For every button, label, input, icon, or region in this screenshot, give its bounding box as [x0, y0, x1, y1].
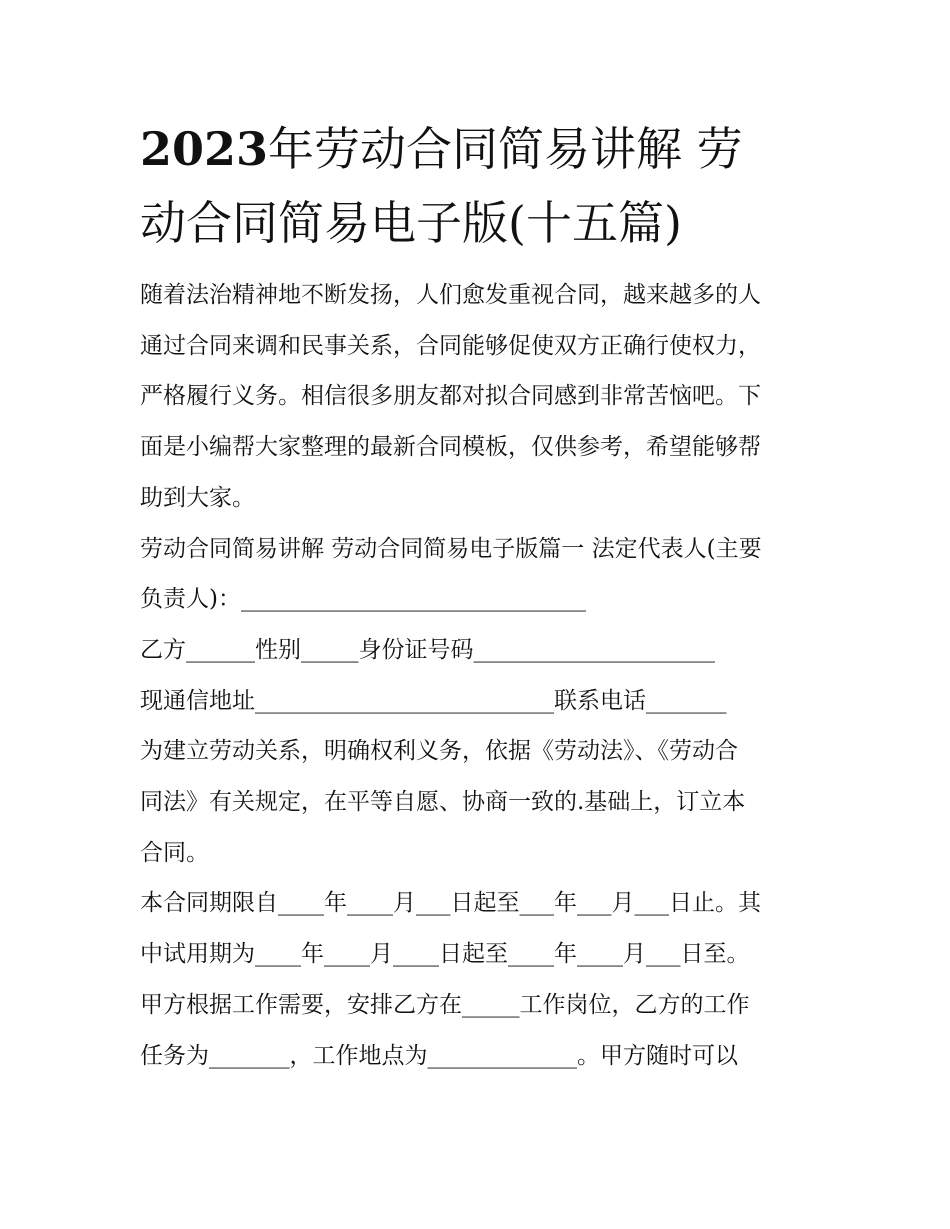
body-line: 现通信地址__________________________联系电话_______	[140, 687, 727, 714]
body-line: 合同。	[140, 839, 209, 866]
document-page	[140, 112, 820, 1081]
body-line: 负责人)：______________________________	[140, 586, 586, 613]
document-body	[140, 270, 820, 1081]
body-line: 严格履行义务。相信很多朋友都对拟合同感到非常苦恼吧。下	[140, 383, 761, 410]
body-line: 中试用期为____年____月____日起至____年____月___日至。	[140, 941, 750, 968]
document-title	[140, 112, 820, 260]
body-line: 通过合同来调和民事关系，合同能够促使双方正确行使权力，	[140, 332, 761, 359]
body-line: 面是小编帮大家整理的最新合同模板，仅供参考，希望能够帮	[140, 434, 761, 461]
title-line1-rest: 年劳动合同简易讲解 劳	[268, 122, 743, 176]
body-line: 随着法治精神地不断发扬，人们愈发重视合同，越来越多的人	[140, 282, 761, 308]
body-line: 任务为_______，工作地点为_____________。甲方随时可以	[140, 1042, 738, 1069]
body-line: 为建立劳动关系，明确权利义务，依据《劳动法》、《劳动合	[140, 738, 738, 765]
body-line: 助到大家。	[140, 484, 255, 511]
title-year: 2023	[140, 122, 269, 176]
body-line: 乙方______性别_____身份证号码_____________________	[140, 636, 715, 663]
body-line: 甲方根据工作需要，安排乙方在_____工作岗位，乙方的工作	[140, 991, 750, 1018]
title-line2: 动合同简易电子版(十五篇)	[140, 196, 682, 250]
body-line: 同法》有关规定，在平等自愿、协商一致的.基础上，订立本	[140, 789, 746, 816]
body-line: 劳动合同简易讲解 劳动合同简易电子版篇一 法定代表人(主要	[140, 535, 762, 562]
body-line: 本合同期限自____年____月___日起至___年___月___日止。其	[140, 890, 761, 917]
